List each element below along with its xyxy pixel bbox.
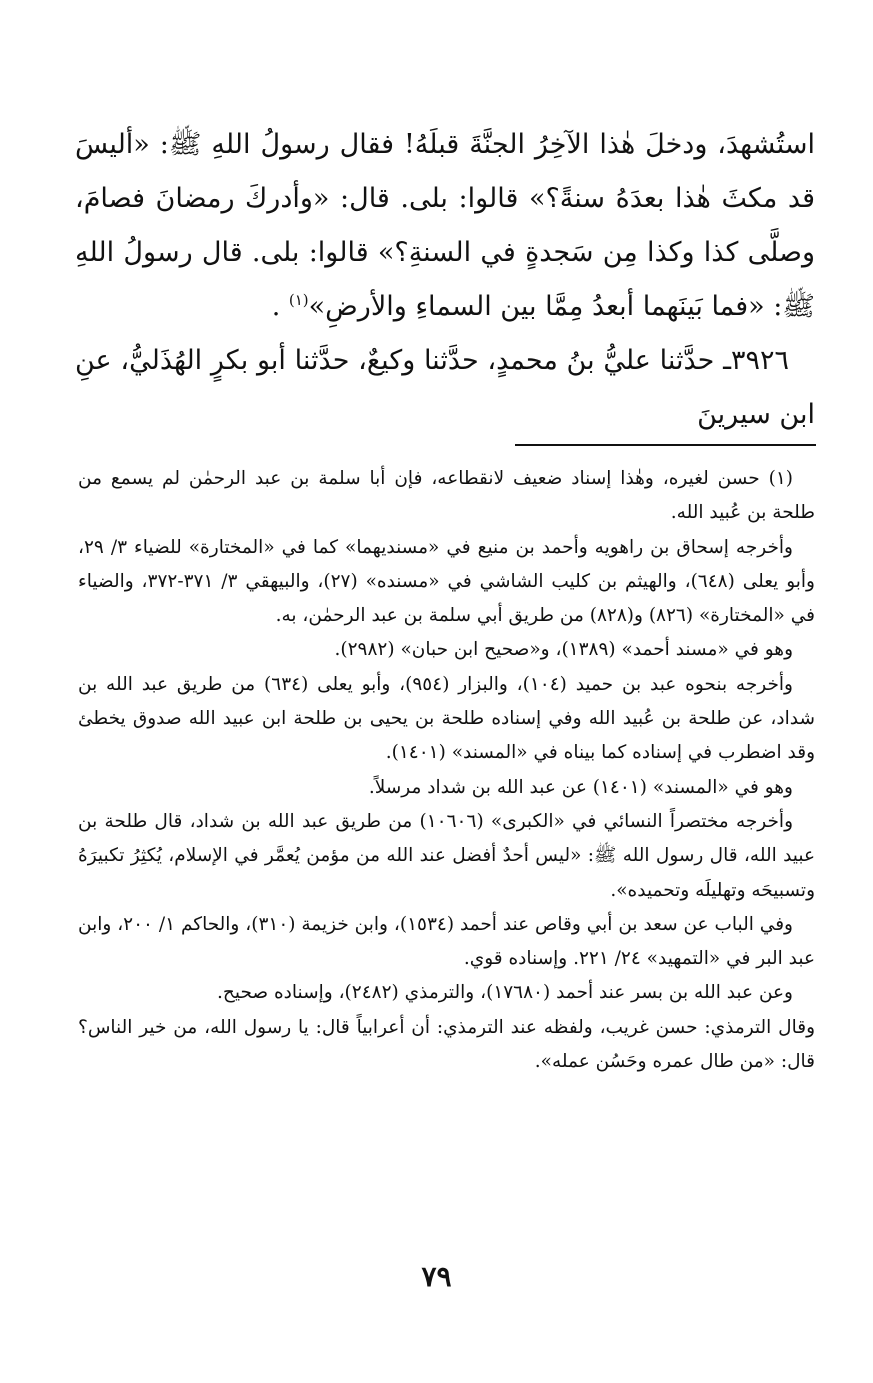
footnotes [78, 462, 815, 1079]
footnote-paragraph: وأخرجه مختصراً النسائي في «الكبرى» (١٠٦٠٦) من طريق عبد الله بن شداد، قال طلحة بن عبيد الله، قال رسول الله ﷺ: «ليس أحدٌ أفضل عند الله من مؤمن يُعمَّر في الإسلام، يُكثِرُ تكبيرَهُ وتسبيحَه وتهليلَه وتحميده». [78, 810, 815, 901]
main-paragraph-2: ٣٩٢٦ـ حدَّثنا عليُّ بنُ محمدٍ، حدَّثنا وكيعٌ، حدَّثنا أبو بكرٍ الهُذَليُّ، عنِ ابن سيرينَ [75, 345, 815, 430]
main-paragraph-1 [75, 118, 815, 334]
footnote-1: (١) حسن لغيره، وهٰذا إسناد ضعيف لانقطاعه، فإن أبا سلمة بن عبد الرحمٰن لم يسمع من طلحة بن عُبيد الله. [78, 468, 815, 524]
footnote-separator [515, 444, 816, 446]
main-paragraph-1-text: استُشهدَ، ودخلَ هٰذا الآخِرُ الجنَّةَ قبلَهُ! فقال رسولُ اللهِ ﷺ: «أليسَ قد مكثَ هٰذا بعدَهُ سنةً؟» قالوا: بلى. قال: «وأدركَ رمضانَ فصامَ، وصلَّى كذا وكذا مِن سَجدةٍ في السنةِ؟» قالوا: بلى. قال رسولُ اللهِ ﷺ: «فما بَينَهما أبعدُ مِمَّا بين السماءِ والأرضِ» [75, 129, 815, 322]
main-text [75, 118, 815, 442]
footnote-paragraph: وأخرجه بنحوه عبد بن حميد (١٠٤)، والبزار (٩٥٤)، وأبو يعلى (٦٣٤) من طريق عبد الله بن شداد، عن طلحة بن عُبيد الله وفي إسناده طلحة بن يحيى بن طلحة ابن عبيد الله صدوق يخطئ وقد اضطرب في إسناده كما بيناه في «المسند» (١٤٠١). [78, 673, 815, 764]
main-paragraph-1-end: . [271, 291, 289, 322]
footnote-paragraph: وفي الباب عن سعد بن أبي وقاص عند أحمد (١٥٣٤)، وابن خزيمة (٣١٠)، والحاكم ١/ ٢٠٠، وابن عبد البر في «التمهيد» ٢٤/ ٢٢١. وإسناده قوي. [78, 913, 815, 970]
footnote-paragraph: وهو في «المسند» (١٤٠١) عن عبد الله بن شداد مرسلاً. [368, 776, 793, 798]
page-number: ٧٩ [421, 1260, 452, 1293]
footnote-paragraph: وعن عبد الله بن بسر عند أحمد (١٧٦٨٠)، والترمذي (٢٤٨٢)، وإسناده صحيح. [217, 982, 793, 1004]
footnote-paragraph: وأخرجه إسحاق بن راهويه وأحمد بن منيع في «مسنديهما» كما في «المختارة» للضياء ٣/ ٢٩، وأبو يعلى (٦٤٨)، والهيثم بن كليب الشاشي في «مسنده» (٢٧)، والبيهقي ٣/ ٣٧١-٣٧٢، والضياء في «المختارة» (٨٢٦) و(٨٢٨) من طريق أبي سلمة بن عبد الرحمٰن، به. [78, 536, 815, 627]
footnote-paragraph: وهو في «مسند أحمد» (١٣٨٩)، و«صحيح ابن حبان» (٢٩٨٢). [334, 639, 793, 661]
footnote-paragraph: وقال الترمذي: حسن غريب، ولفظه عند الترمذي: أن أعرابياً قال: يا رسول الله، من خير الناس؟ قال: «من طال عمره وحَسُن عمله». [78, 1016, 815, 1073]
footnote-reference: (١) [288, 291, 309, 309]
